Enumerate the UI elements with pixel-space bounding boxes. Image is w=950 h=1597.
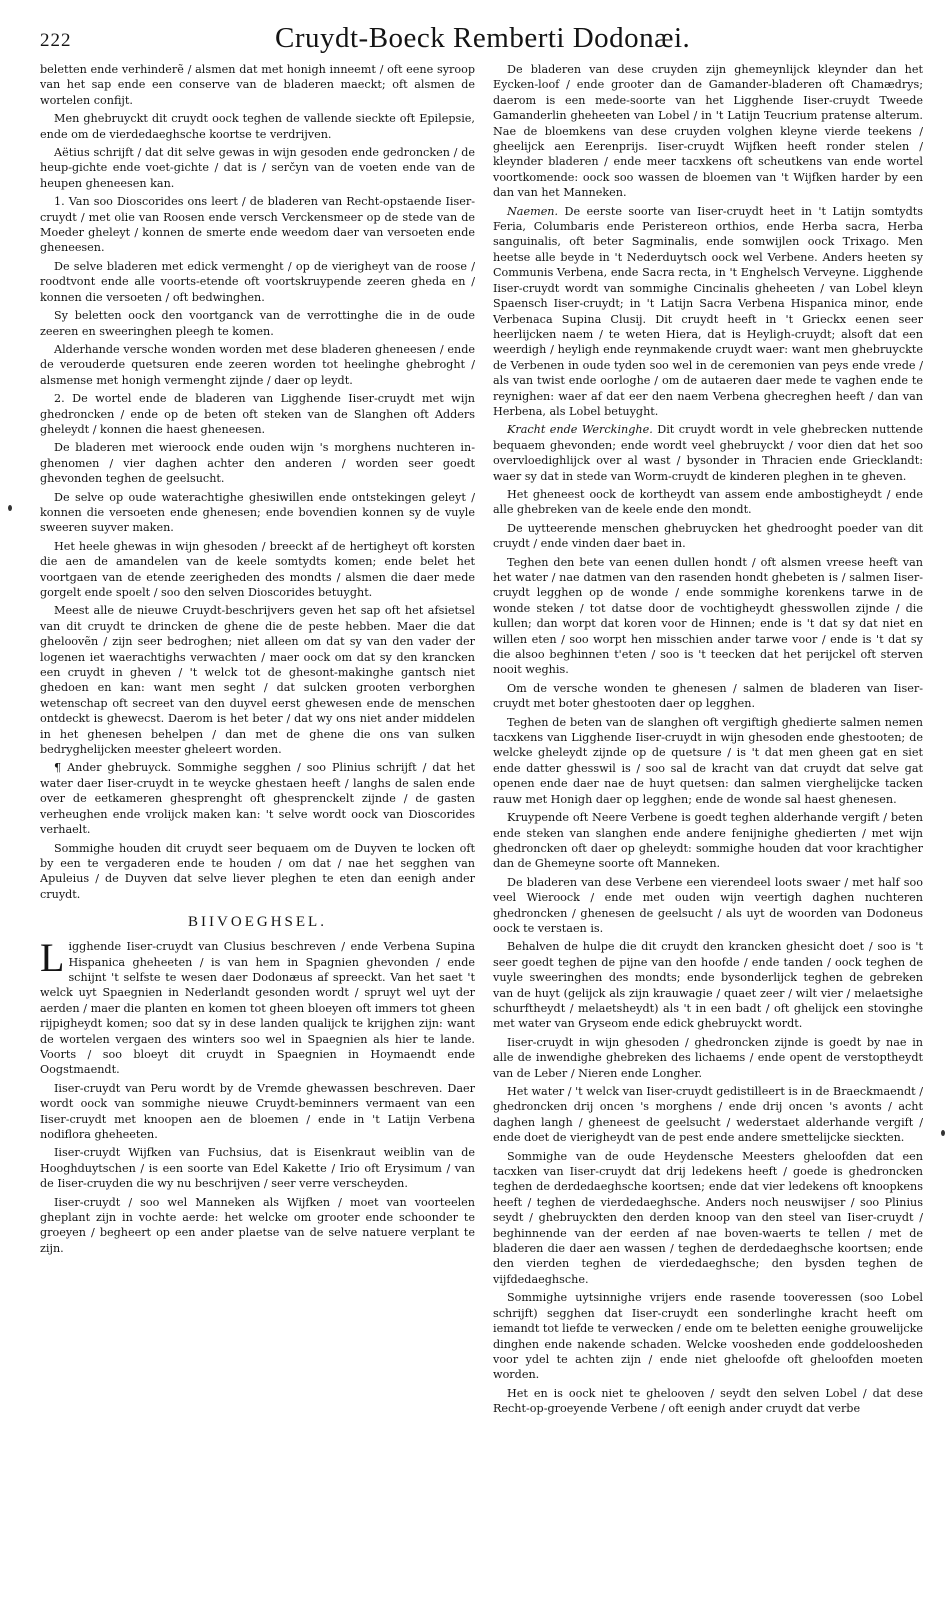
ink-blot: [8, 505, 12, 511]
paragraph-text: De eerste soorte van Iiser-cruydt heet in 't Latijn somtydts Feria, Columbaris ende Peristereon orthios, ende Herba sacra, Herba sanguinalis, oft beter Sagminalis, ende somwijlen oock Trixago. Men heetse alle beyde in 't Nederduytsch oock wel Verbene. Anders heeten sy Communis Verbena, ende Sacra recta, in 't Enghelsch Verveyne. Ligghende Iiser-cruydt wordt van sommighe Cincinalis gheheeten / van Lobel kleyn Spaensch Iiser-cruydt; in 't Latijn Sacra Verbena Hispanica minor, ende Verbenaca Supina Clusij. Dit cruydt heeft in 't Grieckx eenen seer heerlijcken naem / te weten Hiera, dat is Heyligh-cruydt; alsoft dat een weerdigh / heyligh ende reynmakende cruydt waer: want men ghebruyckte de Verbenen in oude tyden soo wel in de ceremonien van peys ende vrede / als van twist ende oorloghe / om de autaeren daer mede te vaghen ende te reynighen: waer af dat eer den naem Verbena ghecreghen heeft / dan van Herbena, als Lobel betuyght.: [493, 204, 923, 418]
paragraph: Sommighe houden dit cruydt seer bequaem om de Duyven te locken oft by een te vergaderen ende te houden / om dat / nae het segghen van Apuleius / de Duyven dat selve liever pleghen te eten dan eenigh ander cruydt.: [40, 841, 475, 901]
paragraph: Meest alle de nieuwe Cruydt-beschrijvers geven het sap oft het afsietsel van dit cruydt te drincken de ghene die de peste hebben. Maer die dat gheloovẽn / zijn seer bedroghen; niet alleen om dat sy van den vader der logenen iet waerachtighs verwachten / maer oock om dat sy den krancken een cruydt in gheven / 't welck tot de ghesont-makinghe gantsch niet ghedoen en kan: want men seght / dat sulcken grooten verborghen wetenschap oft secreet van den duyvel eerst ghewesen ende de menschen ontdeckt is ghewecst. Daerom is het beter / dat wy ons niet ander middelen in het ghenesen behelpen / dan met de ghene die ons van sulken bedryghelijcken meester gheleert worden.: [40, 604, 475, 757]
paragraph-text: Dit cruydt wordt in vele ghebrecken nuttende bequaem ghevonden; ende wordt veel ghebruyckt / voor dien dat het soo overvloedighlijck over al wast / bysonder in Thracien ende Griecklandt: waer sy dat in stede van Worm-cruydt de kinderen pleghen in te gheven.: [493, 423, 923, 483]
paragraph: De uytteerende menschen ghebruycken het ghedrooght poeder van dit cruydt / ende vinden daer baet in.: [493, 521, 923, 551]
right-column: [493, 62, 923, 1587]
paragraph: De bladeren met wieroock ende ouden wijn 's morghens nuchteren in-ghenomen / vier daghen achter den anderen / worden seer goedt ghevonden teghen de geelsucht.: [40, 441, 475, 486]
paragraph: Sommighe van de oude Heydensche Meesters gheloofden dat een tacxken van Iiser-cruydt dat drij ledekens heeft / goede is ghedroncken teghen de derdedaeghsche koortsen; ende dat vier ledekens oft knoopkens heeft / teghen de vierdedaeghsche. Anders noch neuswijser / soo Plinius seydt / ghebruyckten den derden knoop van den steel van Iiser-cruydt / beghinnende van der eerden af nae boven-waerts te tellen / met de bladeren die daer aen wassen / teghen de derdedaeghsche koortsen; ende den vierden teghen de vierdedaeghsche; den bysden teghen de vijfdedaeghsche.: [493, 1149, 923, 1286]
paragraph: Het heele ghewas in wijn ghesoden / breeckt af de hertigheyt oft korsten die aen de amandelen van de keele somtydts komen; ende belet het voortgaen van de etende zeerigheden des mondts / alsmen die daer mede gorgelt ende spoelt / soo den selven Dioscorides betuyght.: [40, 539, 475, 599]
paragraph-kracht: [493, 422, 923, 484]
paragraph: Teghen de beten van de slanghen oft vergiftigh ghedierte salmen nemen tacxkens van Ligghende Iiser-cruydt in wijn ghesoden ende ghestooten; de welcke gheleydt zijnde op de quetsure / is 't dat men gheen gat en siet ende datter ghesswil is / soo sal de kracht van dat cruydt dat selve gat openen ende daer nae de huyt quetsen: dan salmen vierghelijcke tacken rauw met Honigh daer op legghen; ende de wonde sal haest ghenesen.: [493, 715, 923, 806]
paragraph: Het gheneest oock de kortheydt van assem ende ambostigheydt / ende alle ghebreken van de keele ende den mondt.: [493, 487, 923, 517]
paragraph-with-initial: [40, 935, 475, 1078]
paragraph: Iiser-cruydt in wijn ghesoden / ghedroncken zijnde is goedt by nae in alle de inwendighe ghebreken des lichaems / ende opent de verstoptheydt van de Leber / Nieren ende Longher.: [493, 1035, 923, 1080]
page-number: 222: [40, 30, 72, 51]
paragraph: Het en is oock niet te ghelooven / seydt den selven Lobel / dat dese Recht-op-groeyende Verbene / oft eenigh ander cruydt dat verbe: [493, 1386, 923, 1416]
paragraph: Teghen den bete van eenen dullen hondt / oft alsmen vreese heeft van het water / nae datmen van den rasenden hondt ghebeten is / salmen Iiser-cruydt legghen op de wonde / ende sommighe korenkens tarwe in de wonde steken / tot datse door de vochtigheydt ghesswollen zijnde / die kullen; dan worpt dat koren voor de Hinnen; ende is 't dat sy dat niet en willen eten / soo worpt hen misschien ander tarwe voor / ende is 't dat sy die alsoo beghinnen t'eten / soo is 't teecken dat het perijckel oft sterven nooit weghis.: [493, 555, 923, 677]
ink-blot: [941, 1130, 945, 1136]
paragraph: Het water / 't welck van Iiser-cruydt gedistilleert is in de Braeckmaendt / ghedroncken drij oncen 's morghens / ende drij oncen 's avonts / acht daghen langh / gheneest de geelsucht / wederstaet alderhande vergift / ende doet de vierigheydt van de pest ende andere smettelijcke sieckten.: [493, 1085, 923, 1145]
paragraph: Om de versche wonden te ghenesen / salmen de bladeren van Iiser-cruydt met boter ghestooten daer op legghen.: [493, 681, 923, 711]
paragraph: Aëtius schrijft / dat dit selve gewas in wijn gesoden ende gedroncken / de heup-gichte ende voet-gichte / dat is / serčyn van de voeten ende van de heupen gheneesen kan.: [40, 146, 475, 190]
margin-label-kracht: Kracht ende Werckinghe.: [507, 423, 653, 437]
paragraph: Behalven de hulpe die dit cruydt den krancken ghesicht doet / soo is 't seer goedt teghen de pijne van den hoofde / ende tanden / oock teghen de vuyle sweeringhen des mondts; ende bysonderlijck teghen de gebreken van de huyt (gelijck als zijn krauwagie / quaet zeer / wilt vier / melaetsighe schurftheydt / melaetsheydt) als 't in een badt / oft ghelijck een stovinghe met water van Gryseom ende edick ghebruyckt wordt.: [493, 940, 923, 1031]
paragraph-naemen: [493, 204, 923, 420]
page-title: Cruydt-Boeck Remberti Dodonæi.: [275, 22, 691, 54]
paragraph-text: igghende Iiser-cruydt van Clusius beschreven / ende Verbena Supina Hispanica gheheeten / is van hem in Spagnien ghevonden / ende schijnt 't selfste te wesen daer Dodonæus af spreeckt. Van het saet 't welck uyt Spaegnien in Nederlandt gesonden wordt / spruyt wel uyt der aerden / maer die planten en komen tot gheen bloeyen oft immers tot gheen rijpigheydt komen; soo dat sy in dese landen qualijck te krijghen zijn: want de wortelen vergaen des winters soo wel in Spaegnien als hier te lande. Voorts / soo bloeyt dit cruydt in Spaegnien in Hoymaendt ende Oogstmaendt.: [40, 940, 475, 1077]
paragraph: Alderhande versche wonden worden met dese bladeren gheneesen / ende de verouderde quetsuren ende zeeren worden tot heelinghe ghebroght / alsmense met honigh vermenght zijnde / daer op leydt.: [40, 342, 475, 387]
paragraph: beletten ende verhinderẽ / alsmen dat met honigh inneemt / oft eene syroop van het sap ende een conserve van de bladeren maeckt; oft alsmen de wortelen confijt.: [40, 63, 475, 107]
paragraph: 1. Van soo Dioscorides ons leert / de bladeren van Recht-opstaende Iiser-cruydt / met olie van Roosen ende versch Verckensmeer op de stede van de Moeder gheleyt / konnen de smerte ende weedom daer van versoeten ende gheneesen.: [40, 195, 475, 255]
paragraph: Iiser-cruydt Wijfken van Fuchsius, dat is Eisenkraut weiblin van de Hooghduytschen / is een soorte van Edel Kakette / Irio oft Erysimum / van de Iiser-cruyden die wy nu beschrijven / seer verre verscheyden.: [40, 1146, 475, 1191]
running-head: [40, 22, 915, 62]
paragraph: Sy beletten oock den voortganck van de verrottinghe die in de oude zeeren en sweeringhen pleegh te komen.: [40, 309, 475, 338]
paragraph: Sommighe uytsinnighe vrijers ende rasende tooveressen (soo Lobel schrijft) segghen dat Iiser-cruydt een sonderlinghe kracht heeft om iemandt tot liefde te verwecken / ende om te beletten eenighe grouwelijcke dinghen ende nakende schaden. Welcke voosheden ende goddeloosheden voor ydel te achten zijn / ende niet gheloofde oft gheloofden moeten worden.: [493, 1291, 923, 1382]
paragraph: 2. De wortel ende de bladeren van Ligghende Iiser-cruydt met wijn ghedroncken / ende op de beten oft steken van de Slanghen oft Adders gheleydt / konnen die haest gheneesen.: [40, 392, 475, 436]
paragraph: Iiser-cruydt / soo wel Manneken als Wijfken / moet van voorteelen gheplant zijn in vochte aerde: het welcke om grooter ende schoonder te groeyen / begheert op een ander plaetse van de selve natuere verplant te zijn.: [40, 1195, 475, 1255]
margin-label-naemen: Naemen.: [507, 204, 559, 218]
paragraph: Men ghebruyckt dit cruydt oock teghen de vallende sieckte oft Epilepsie, ende om de vierdedaeghsche koortse te verdrijven.: [40, 112, 475, 141]
drop-capital: L: [40, 935, 65, 981]
section-heading: BIIVOEGHSEL.: [188, 914, 327, 931]
paragraph: ¶ Ander ghebruyck. Sommighe segghen / soo Plinius schrijft / dat het water daer Iiser-cruydt in te weycke ghestaen heeft / langhs de salen ende over de eetkameren ghesprenght oft ghesprenckelt zijnde / de gasten verheughen ende vrolijck maken kan: 't selve wordt oock van Dioscorides verhaelt.: [40, 761, 475, 837]
paragraph: De selve op oude waterachtighe ghesiwillen ende ontstekingen geleyt / konnen die versoeten ende ghenesen; ende bovendien konnen sy de vuyle sweeren suyver maken.: [40, 490, 475, 535]
paragraph: De bladeren van dese cruyden zijn ghemeynlijck kleynder dan het Eycken-loof / ende grooter dan de Gamander-bladeren oft Chamædrys; daerom is een mede-soorte van het Ligghende Iiser-cruydt Tweede Gamanderlin gheheeten van Lobel / in 't Latijn Teucrium pratense alterum. Nae de bloemkens van dese cruyden volghen kleyne vierde teekens / gheelijck aen Eerenprijs. Iiser-cruydt Wijfken heeft ronder stelen / kleynder bladeren / ende meer tacxkens oft scheutkens van ende wortel voortkomende: oock soo wassen de bloemen van 't Wijfken harder by een dan van het Manneken.: [493, 63, 923, 200]
paragraph: Iiser-cruydt van Peru wordt by de Vremde ghewassen beschreven. Daer wordt oock van sommighe nieuwe Cruydt-beminners vermaent van een Iiser-cruydt met knoopen aen de bloemen / ende in 't Latijn Verbena nodiflora gheheeten.: [40, 1081, 475, 1141]
paragraph: De selve bladeren met edick vermenght / op de vierigheyt van de roose / roodtvont ende alle voorts-etende oft voortskruypende zeeren gheda en / konnen die versoeten / oft bedwinghen.: [40, 259, 475, 304]
left-column: [40, 62, 475, 1587]
paragraph: De bladeren van dese Verbene een vierendeel loots swaer / met half soo veel Wieroock / ende met ouden wijn veertigh daghen nuchteren ghedroncken / ghenesen de geelsucht / als uyt de woorden van Dodoneus oock te verstaen is.: [493, 875, 923, 935]
paragraph: Kruypende oft Neere Verbene is goedt teghen alderhande vergift / beten ende steken van slanghen ende andere fenijnighe ghedierten / met wijn ghedroncken oft daer op gheleydt: sommighe houden dat voor krachtigher dan de Ghemeyne soorte oft Manneken.: [493, 811, 923, 871]
